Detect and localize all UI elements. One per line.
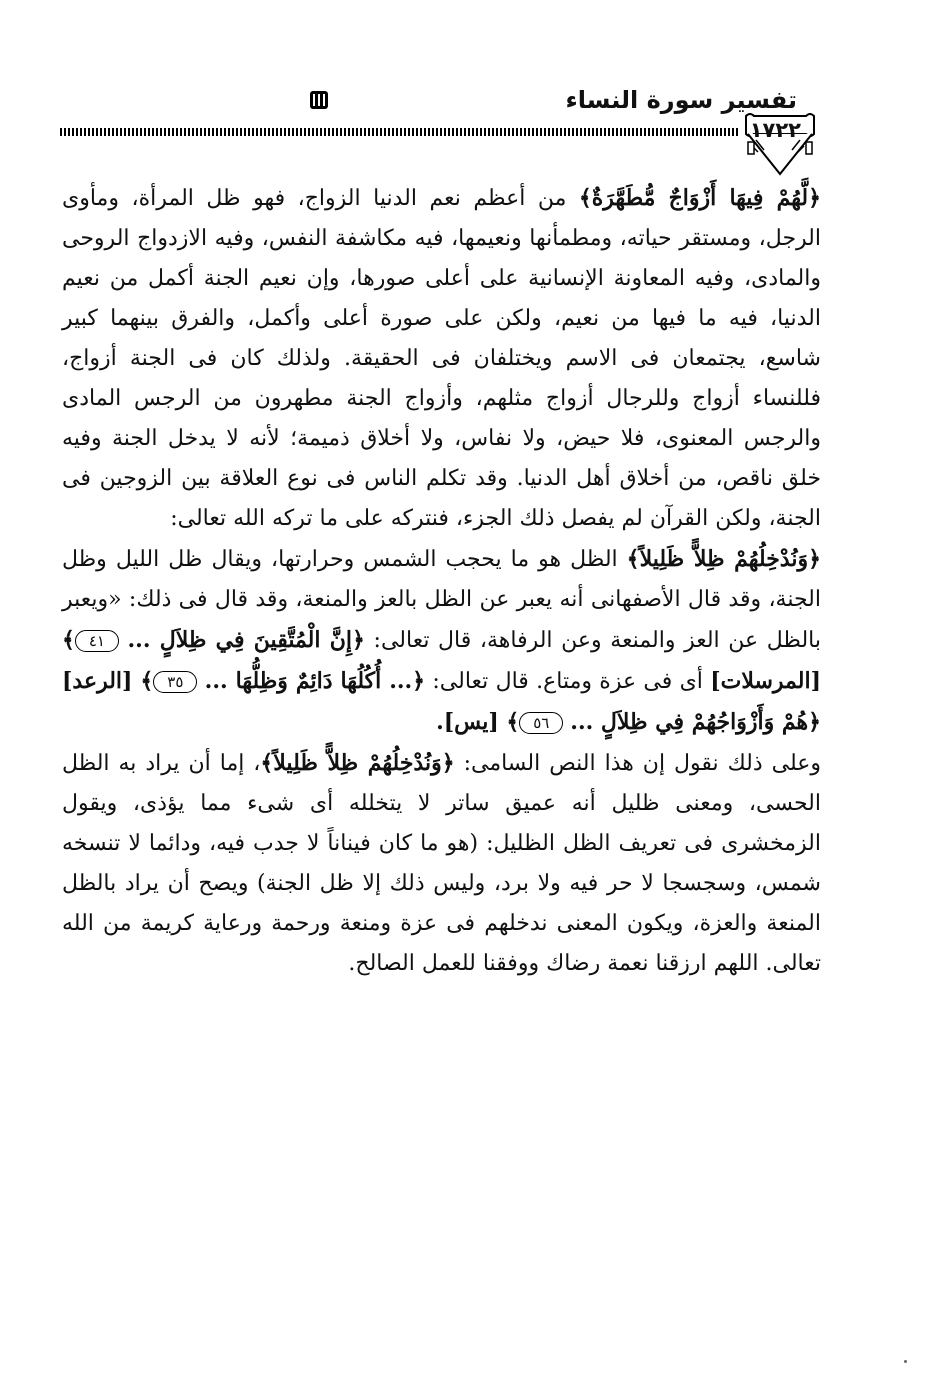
main-content xyxy=(62,178,821,984)
paragraph-text: أى فى عزة ومتاع. قال تعالى: xyxy=(425,669,711,694)
ayah-number-icon: ٤١ xyxy=(75,630,119,652)
surah-reference: ﴾ [الرعد] xyxy=(62,668,154,694)
paragraph-text: الظل هو ما يحجب الشمس وحرارتها، ويقال ظل الليل وظل الجنة، وقد قال الأصفهانى أنه يعبر عن الظل بالعز والمنعة، وقد قال فى ذلك: «ويعبر بالظل عن العز والمنعة وعن الرفاهة، قال تعالى: xyxy=(62,547,822,653)
paragraph-text: ، إما أن يراد به الظل الحسى، ومعنى ظليل أنه عميق ساتر لا يتخلله أى شىء مما يؤذى، ويقول الزمخشرى فى تعريف الظل الظليل: (هو ما كان فيناناً لا جدب فيه، ودائما لا تنسخه شمس، وسجسجا لا حر فيه ولا برد، وليس ذلك إلا ظل الجنة) ويصح أن يراد بالظل المنعة والعزة، ويكون المعنى ندخلهم فى عزة ومنعة ورحمة ورعاية كريمة من الله تعالى. اللهم ارزقنا نعمة رضاك ووفقنا للعمل الصالح. xyxy=(62,751,821,976)
paragraph-text: وعلى ذلك نقول إن هذا النص السامى: xyxy=(454,751,821,776)
quran-verse: ﴿إِنَّ الْمُتَّقِينَ فِي ظِلاَلٍ ... xyxy=(127,627,365,653)
quran-verse: ﴿وَنُدْخِلُهُمْ ظِلاًّ ظَلِيلاً﴾ xyxy=(626,546,821,572)
surah-reference: ﴾ [المرسلات] xyxy=(62,627,821,694)
header-rule xyxy=(60,128,740,136)
quran-verse: ﴿لَّهُمْ فِيهَا أَزْوَاجٌ مُّطَهَّرَةٌ﴾ xyxy=(578,185,821,211)
ornament-icon xyxy=(308,88,330,112)
surah-reference: ﴾ [يس]. xyxy=(436,709,520,735)
quran-verse: ﴿هُمْ وَأَزْوَاجُهُمْ فِي ظِلاَلٍ ... xyxy=(570,709,821,735)
paragraph-2 xyxy=(62,539,821,743)
page-number: ١٧٢٢ xyxy=(749,118,801,142)
paragraph-3 xyxy=(62,743,821,984)
quran-verse: ﴿وَنُدْخِلُهُمْ ظِلاًّ ظَلِيلاً﴾ xyxy=(260,750,455,776)
paragraph-text: من أعظم نعم الدنيا الزواج، فهو ظل المرأة، ومأوى الرجل، ومستقر حياته، ومطمأنها ونعيمها، فيه مكاشفة النفس، وفيه الازدواج الروحى والمادى، وفيه المعاونة الإنسانية على أعلى صورها، وإن نعيم الجنة أكمل من نعيم الدنيا، فيه ما فيها من نعيم، ولكن على صورة أعلى وأكمل، والفرق بينهما كبير شاسع، يجتمعان فى الاسم ويختلفان فى الحقيقة. ولذلك كان فى الجنة أزواج، فللنساء أزواج وللرجال أزواج مثلهم، وأزواج الجنة مطهرون من الرجس المادى والرجس المعنوى، فلا حيض، ولا نفاس، ولا أخلاق ذميمة؛ لأنه لا يدخل الجنة وفيه خلق ناقص، من أخلاق أهل الدنيا. وقد تكلم الناس فى نوع العلاقة بين الزوجين فى الجنة، ولكن القرآن لم يفصل ذلك الجزء، فنتركه على ما تركه الله تعالى: xyxy=(62,186,821,531)
book-title: تفسير سورة النساء xyxy=(565,86,797,114)
quran-verse: ﴿... أُكُلُهَا دَائِمٌ وَظِلُّهَا ... xyxy=(204,668,426,694)
page-header xyxy=(60,70,895,180)
ayah-number-icon: ٣٥ xyxy=(153,671,197,693)
paragraph-1 xyxy=(62,178,821,539)
ayah-number-icon: ٥٦ xyxy=(519,712,563,734)
page-mark xyxy=(904,1360,907,1363)
